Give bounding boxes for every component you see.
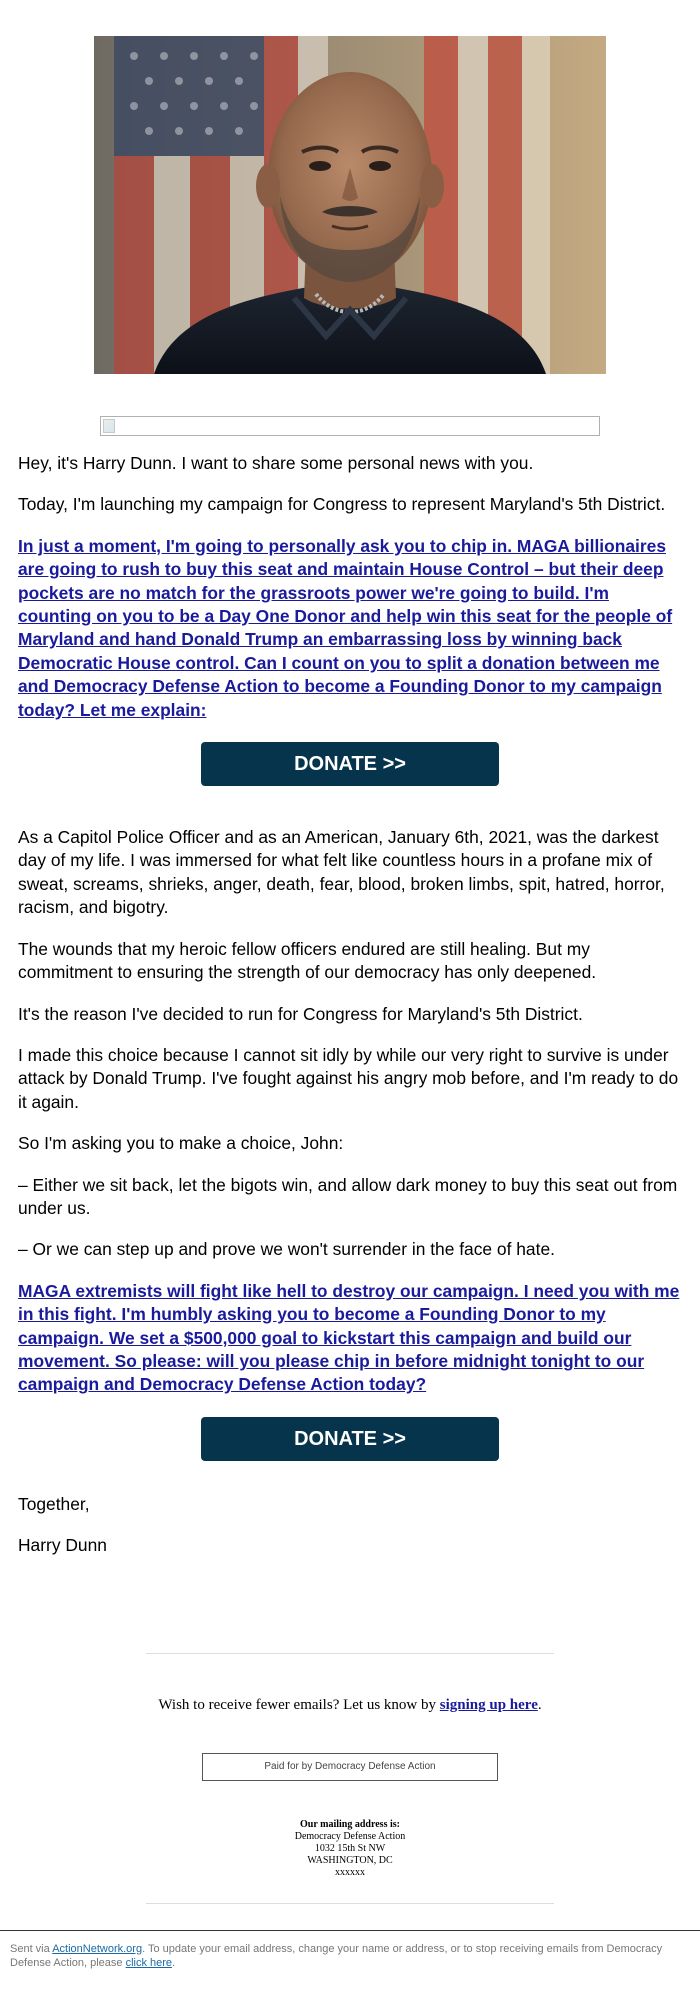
- signature-block: [18, 1493, 682, 1558]
- donate-button-wrap-2: [18, 1417, 682, 1461]
- body-paragraph-8: – Either we sit back, let the bigots win, and allow dark money to buy this seat out from under us.: [18, 1174, 678, 1218]
- body-paragraph-7: So I'm asking you to make a choice, John:: [18, 1133, 344, 1154]
- mailing-street: 1032 15th St NW: [314, 1843, 386, 1854]
- mailing-address: [0, 1819, 700, 1879]
- hero-photo: [94, 36, 606, 374]
- body-paragraph-6: I made this choice because I cannot sit idly by while our very right to survive is under attack by Donald Trump. I've fought against his angry mob before, and I'm ready to do it again.: [18, 1044, 679, 1112]
- fewer-emails-link[interactable]: signing up here: [439, 1697, 538, 1713]
- footer-divider-bottom: [146, 1903, 554, 1904]
- body-paragraph-9: – Or we can step up and prove we won't surrender in the face of hate.: [18, 1239, 555, 1260]
- footer-divider-top: [146, 1653, 554, 1654]
- cta-paragraph-2: [18, 1280, 682, 1397]
- body-paragraph-4: The wounds that my heroic fellow officers endured are still healing. But my commitment to ensuring the strength of our democracy has only deepened.: [18, 938, 597, 983]
- intro-paragraph-1: Hey, it's Harry Dunn. I want to share some personal news with you.: [18, 453, 534, 473]
- email-body: [18, 452, 682, 1576]
- actionnetwork-link[interactable]: ActionNetwork.org: [52, 1943, 143, 1955]
- broken-image-icon: [103, 419, 115, 433]
- donate-button-2[interactable]: DONATE >>: [201, 1417, 499, 1461]
- sent-middle: . To update your email address, change your name or address, or to stop receiving emails from Democracy Defense Action, please: [10, 1943, 663, 1969]
- mailing-org: Democracy Defense Action: [294, 1831, 406, 1842]
- cta-paragraph-1: [18, 535, 682, 722]
- intro-paragraph-2: Today, I'm launching my campaign for Congress to represent Maryland's 5th District.: [18, 494, 666, 515]
- broken-image-placeholder: [100, 416, 600, 436]
- unsubscribe-link[interactable]: click here: [125, 1957, 173, 1969]
- portrait-illustration: [94, 36, 606, 374]
- body-paragraph-3: As a Capitol Police Officer and as an American, January 6th, 2021, was the darkest day of my life. I was immersed for what felt like countless hours in a profane mix of sweat, screams, shrieks, anger, death, fear, blood, broken limbs, spit, hatred, horror, racism, and bigotry.: [18, 827, 665, 918]
- bottom-bar-divider: [0, 1930, 700, 1931]
- fewer-emails-line: [0, 1697, 700, 1714]
- signoff-name: Harry Dunn: [18, 1535, 107, 1556]
- cta-link-2[interactable]: MAGA extremists will fight like hell to destroy our campaign. I need you with me in this fight. I'm humbly asking you to become a Founding Donor to my campaign. We set a $500,000 goal to kickstart this campaign and build our movement. So please: will you please chip in before midnight tonight to our campaign and Democracy Defense Action today?: [18, 1280, 680, 1395]
- donate-button-1[interactable]: DONATE >>: [201, 742, 499, 786]
- cta-link-1[interactable]: In just a moment, I'm going to personally ask you to chip in. MAGA billionaires are going to rush to buy this seat and maintain House Control – but their deep pockets are no match for the grassroots power we're going to build. I'm counting on you to be a Day One Donor and help win this seat for the people of Maryland and hand Donald Trump an embarrassing loss by winning back Democratic House control. Can I count on you to split a donation between me and Democracy Defense Action to become a Founding Donor to my campaign today? Let me explain:: [18, 535, 673, 720]
- signoff-together: Together,: [18, 1493, 90, 1514]
- fewer-emails-suffix: .: [537, 1697, 542, 1713]
- body-paragraph-5: It's the reason I've decided to run for Congress for Maryland's 5th District.: [18, 1003, 583, 1024]
- mailing-city: WASHINGTON, DC: [307, 1855, 393, 1866]
- mailing-zip: xxxxxx: [335, 1867, 365, 1878]
- sent-via-notice: [10, 1942, 690, 1970]
- sent-prefix: Sent via: [10, 1943, 53, 1955]
- fewer-emails-prefix: Wish to receive fewer emails? Let us know by: [158, 1697, 440, 1713]
- donate-button-wrap-1: [18, 742, 682, 786]
- mailing-heading: Our mailing address is:: [300, 1819, 400, 1830]
- sent-end: .: [172, 1957, 176, 1969]
- paid-for-box: Paid for by Democracy Defense Action: [202, 1753, 498, 1781]
